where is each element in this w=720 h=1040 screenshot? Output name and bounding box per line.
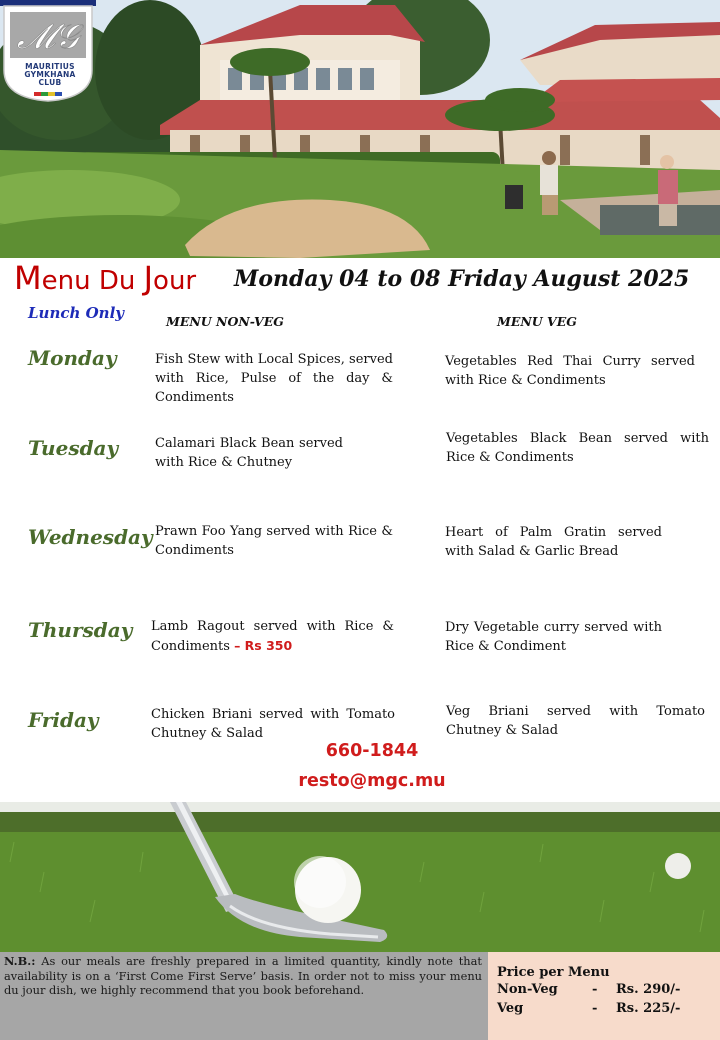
title-initial-j: J	[143, 259, 154, 297]
tuesday-veg-dish: Vegetables Black Bean served with Rice & Condiments	[446, 431, 709, 465]
monday-veg-dish: Vegetables Red Thai Curry served with Rice & Condiments	[445, 354, 695, 388]
wednesday-nonveg-dish: Prawn Foo Yang served with Rice & Condiments	[155, 524, 393, 558]
golf-photo	[0, 802, 720, 952]
price-title: Price per Menu	[497, 965, 610, 980]
thursday-nonveg-dish	[151, 617, 394, 656]
tuesday-nonveg-dish: Calamari Black Bean served with Rice & Chutney	[155, 436, 343, 470]
title-initial-m: M	[14, 259, 42, 297]
monday-nonveg-dish: Fish Stew with Local Spices, served with Rice, Pulse of the day & Condiments	[155, 352, 393, 405]
svg-text:𝓜𝒢: 𝓜𝒢	[16, 17, 80, 57]
golf-illustration	[0, 802, 720, 952]
thursday-nonveg-text: Lamb Ragout served with Rice & Condiments	[151, 619, 394, 654]
price-dash: -	[592, 1001, 598, 1016]
veg-column-header: MENU VEG	[497, 314, 577, 329]
price-amount: Rs. 225/-	[616, 1001, 681, 1016]
clubhouse-illustration	[0, 0, 720, 258]
friday-nonveg-dish: Chicken Briani served with Tomato Chutney & Salad	[151, 707, 395, 741]
booking-note	[0, 952, 488, 1040]
price-label: Veg	[497, 1001, 524, 1016]
logo-line-3: CLUB	[38, 78, 62, 87]
price-row-veg	[497, 1001, 720, 1020]
price-box	[488, 952, 720, 1040]
nonveg-column-header: MENU NON-VEG	[166, 314, 284, 329]
week-dates: Monday 04 to 08 Friday August 2025	[234, 266, 690, 292]
price-dash: -	[592, 982, 598, 997]
lunch-only-label: Lunch Only	[28, 304, 125, 322]
price-label: Non-Veg	[497, 982, 558, 997]
day-friday: Friday	[28, 708, 99, 732]
contact-email[interactable]: resto@mgc.mu	[298, 771, 446, 791]
logo-line-1: MAURITIUS	[25, 62, 75, 71]
note-text: As our meals are freshly prepared in a limited quantity, kindly note that availability is on a ‘First Come First Serve’ basis. In order not to miss your menu du jour dish, we highly recommend that you book beforehand.	[4, 954, 482, 998]
price-row-nonveg	[497, 982, 720, 1001]
clubhouse-photo	[0, 0, 720, 258]
note-label: N.B.:	[4, 954, 36, 968]
price-amount: Rs. 290/-	[616, 982, 681, 997]
title-part-1: enu Du	[41, 266, 144, 296]
club-logo-text	[2, 63, 98, 87]
day-tuesday: Tuesday	[28, 436, 119, 460]
contact-phone[interactable]: 660-1844	[325, 741, 419, 761]
day-wednesday: Wednesday	[28, 525, 153, 549]
day-monday: Monday	[28, 346, 117, 370]
day-thursday: Thursday	[28, 618, 133, 642]
friday-veg-dish: Veg Briani served with Tomato Chutney & Salad	[446, 704, 705, 738]
menu-du-jour-title	[14, 258, 196, 302]
title-part-2: our	[153, 266, 197, 296]
thursday-nonveg-price: – Rs 350	[234, 638, 293, 653]
logo-line-2: GYMKHANA	[24, 70, 76, 79]
wednesday-veg-dish: Heart of Palm Gratin served with Salad & Garlic Bread	[445, 525, 662, 559]
thursday-veg-dish: Dry Vegetable curry served with Rice & Condiment	[445, 620, 662, 654]
